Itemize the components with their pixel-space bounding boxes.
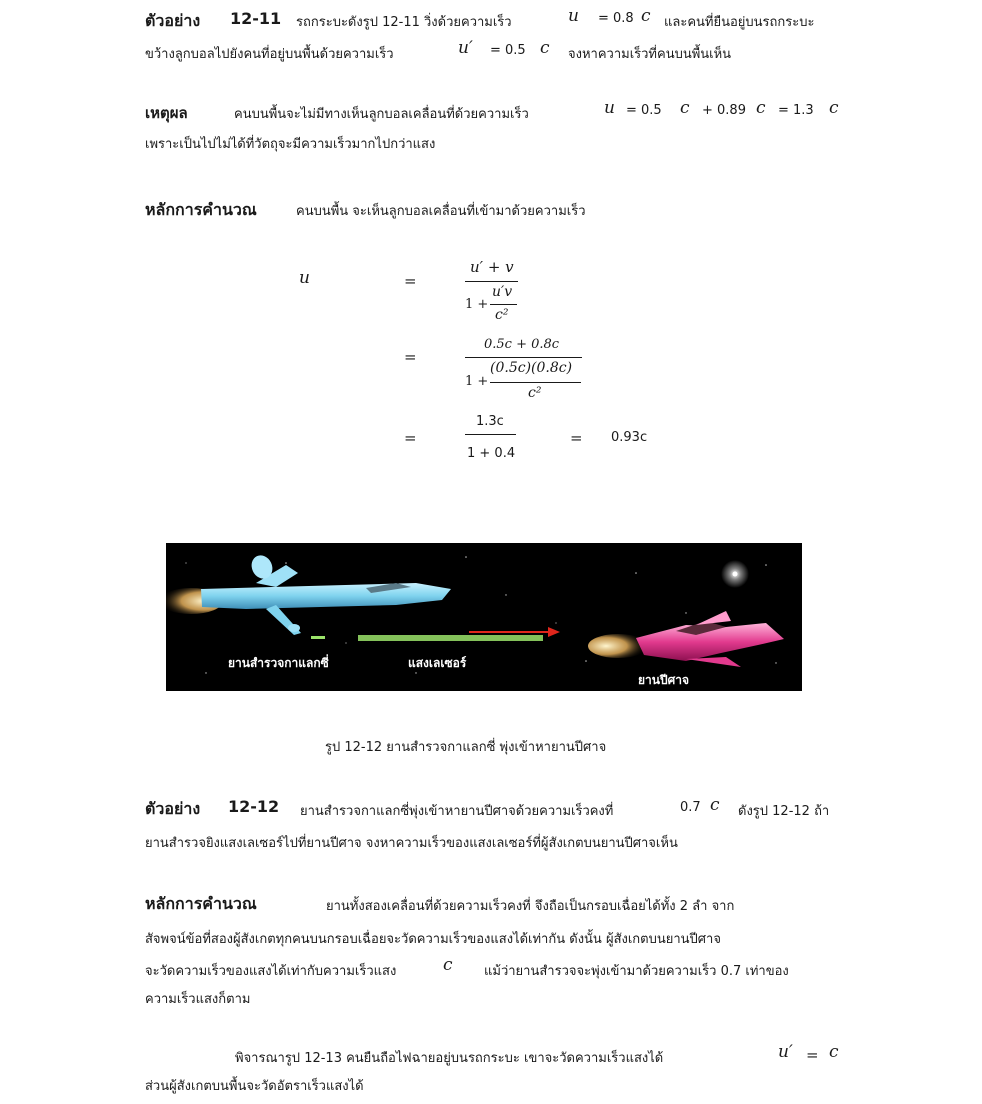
equals-sign: =: [806, 1046, 819, 1064]
fraction-numerator: 0.5c + 0.8c: [484, 337, 560, 352]
light-speed-symbol: c: [829, 98, 839, 118]
calc-text: แม้ว่ายานสำรวจจะพุ่งเข้ามาด้วยความเร็ว 0.7 เท่าของ: [484, 964, 789, 979]
figure-illustration: [166, 543, 802, 691]
formula-lhs: u: [299, 268, 310, 288]
calc-text: จะวัดความเร็วของแสงได้เท่ากับความเร็วแสง: [145, 964, 397, 979]
light-speed-symbol: c: [641, 6, 651, 26]
laser-label: แสงเลเซอร์: [408, 656, 467, 670]
reason-value: = 0.5: [626, 103, 662, 118]
laser-muzzle: [311, 636, 325, 639]
fraction-denominator: (0.5c)(0.8c): [490, 360, 573, 376]
reason-value: = 1.3: [778, 103, 814, 118]
reason-text: คนบนพื้นจะไม่มีทางเห็นลูกบอลเคลื่อนที่ด้วยความเร็ว: [234, 107, 529, 122]
example-number: 12-11: [230, 9, 282, 28]
fraction-bar: [465, 434, 516, 435]
equals-sign: =: [404, 429, 417, 447]
fraction-denominator: c²: [495, 307, 509, 323]
ship1-label: ยานสำรวจกาแลกซี่: [228, 656, 329, 670]
example-heading: ตัวอย่าง: [145, 799, 201, 818]
fraction-bar: [490, 382, 581, 383]
fraction-denominator: c²: [528, 385, 542, 401]
paragraph-text: พิจารณารูป 12-13 คนยืนถือไฟฉายอยู่บนรถกระบะ เขาจะวัดความเร็วแสงได้: [235, 1051, 664, 1066]
velocity-symbol: u′: [458, 38, 473, 58]
example-value: 0.7: [680, 800, 701, 815]
reason-text: เพราะเป็นไปไม่ได้ที่วัตถุจะมีความเร็วมากไปกว่าแสง: [145, 137, 436, 152]
calc-heading: หลักการคำนวณ: [145, 894, 257, 913]
fraction-denominator: u′v: [492, 284, 513, 300]
example-text: ขว้างลูกบอลไปยังคนที่อยู่บนพื้นด้วยความเร็ว: [145, 47, 394, 62]
reason-value: + 0.89: [702, 103, 746, 118]
equals-sign: =: [404, 272, 417, 290]
example-heading: ตัวอย่าง: [145, 11, 201, 30]
velocity-symbol: u′: [778, 1042, 793, 1062]
example-text: จงหาความเร็วที่คนบนพื้นเห็น: [568, 47, 732, 62]
fraction-bar: [465, 281, 518, 282]
galaxy-explorer-ship: [166, 552, 451, 635]
figure-caption: รูป 12-12 ยานสำรวจกาแลกซี่ พุ่งเข้าหายานปีศาจ: [325, 740, 607, 755]
paragraph-text: ส่วนผู้สังเกตบนพื้นจะวัดอัตราเร็วแสงได้: [145, 1079, 364, 1094]
fraction-bar: [465, 357, 582, 358]
velocity-symbol: u: [568, 6, 579, 26]
velocity-value: = 0.8: [598, 11, 634, 26]
equals-sign: =: [570, 429, 583, 447]
equals-sign: =: [404, 348, 417, 366]
fraction-numerator: 1.3c: [476, 414, 504, 429]
fraction-denominator: 1 +: [465, 374, 489, 389]
formula-result: 0.93c: [611, 430, 648, 445]
calc-text: สัจพจน์ข้อที่สองผู้สังเกตทุกคนบนกรอบเฉื่อยจะวัดความเร็วของแสงได้เท่ากัน ดังนั้น ผู้สังเกตบนยานปีศาจ: [145, 932, 721, 947]
calc-text: ความเร็วแสงก็ตาม: [145, 992, 251, 1007]
fraction-bar: [490, 304, 517, 305]
light-speed-symbol: c: [756, 98, 766, 118]
light-speed-symbol: c: [829, 1042, 839, 1062]
calc-heading: หลักการคำนวณ: [145, 200, 257, 219]
light-speed-symbol: c: [540, 38, 550, 58]
fraction-numerator: u′ + v: [470, 258, 514, 276]
example-text: รถกระบะดังรูป 12-11 วิ่งด้วยความเร็ว: [296, 15, 512, 30]
bright-star: [721, 560, 749, 588]
fraction-denominator: 1 + 0.4: [467, 446, 516, 461]
calc-text: คนบนพื้น จะเห็นลูกบอลเคลื่อนที่เข้ามาด้วยความเร็ว: [296, 204, 586, 219]
velocity-value: = 0.5: [490, 43, 526, 58]
demon-ship: [588, 611, 784, 667]
velocity-symbol: u: [604, 98, 615, 118]
example-text: ดังรูป 12-12 ถ้า: [738, 804, 830, 819]
example-text: ยานสำรวจยิงแสงเลเซอร์ไปที่ยานปีศาจ จงหาความเร็วของแสงเลเซอร์ที่ผู้สังเกตบนยานปีศาจเห็น: [145, 836, 678, 851]
light-speed-symbol: c: [680, 98, 690, 118]
ship2-label: ยานปีศาจ: [638, 673, 689, 687]
light-speed-symbol: c: [710, 795, 720, 815]
example-text: และคนที่ยืนอยู่บนรถกระบะ: [664, 15, 815, 30]
example-number: 12-12: [228, 797, 280, 816]
laser-beam: [358, 635, 543, 641]
fraction-denominator: 1 +: [465, 297, 489, 312]
calc-text: ยานทั้งสองเคลื่อนที่ด้วยความเร็วคงที่ จึงถือเป็นกรอบเฉื่อยได้ทั้ง 2 ลำ จาก: [326, 899, 735, 914]
reason-heading: เหตุผล: [145, 104, 188, 122]
light-speed-symbol: c: [443, 955, 453, 975]
example-text: ยานสำรวจกาแลกซี่พุ่งเข้าหายานปีศาจด้วยความเร็วคงที่: [300, 804, 614, 819]
